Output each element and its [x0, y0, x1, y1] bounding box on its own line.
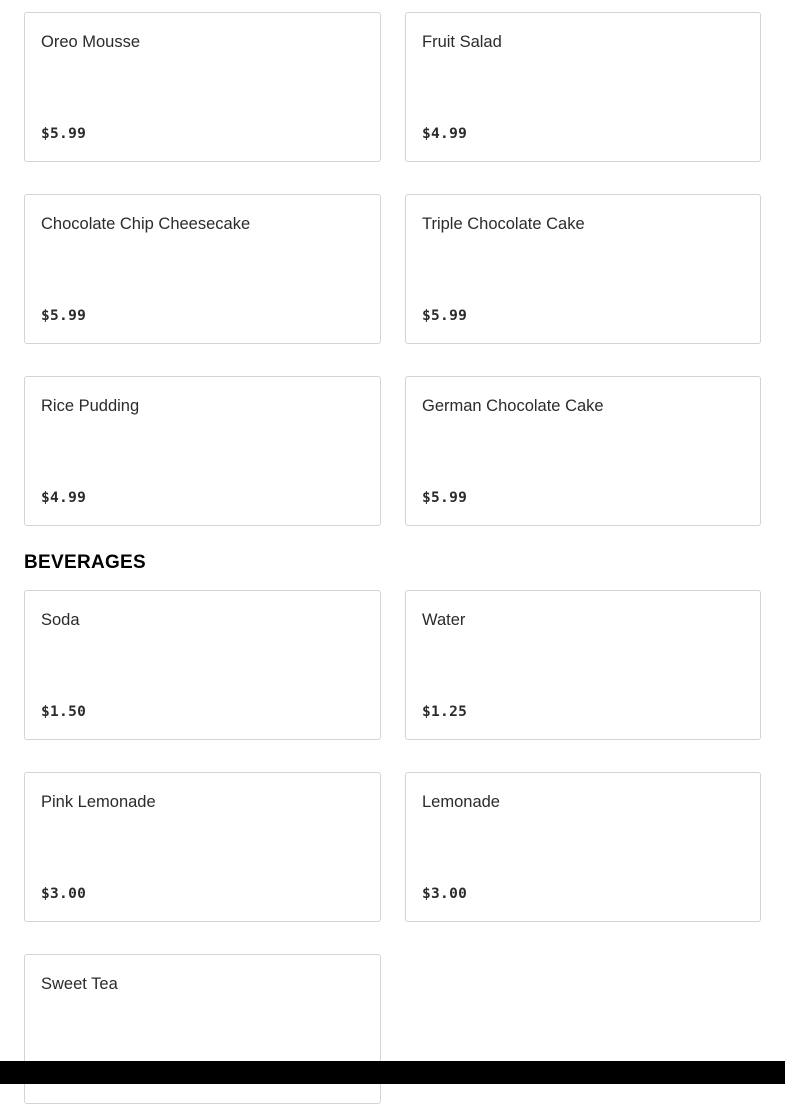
menu-item-name: Fruit Salad: [422, 33, 502, 51]
menu-item-card[interactable]: [405, 772, 761, 922]
bottom-bar: [0, 1061, 785, 1084]
menu-item-name: Chocolate Chip Cheesecake: [41, 215, 251, 233]
menu-item-name: Soda: [41, 611, 80, 629]
menu-item-card[interactable]: [405, 12, 761, 162]
menu-item-card[interactable]: [405, 590, 761, 740]
menu-item-name: Rice Pudding: [41, 397, 140, 415]
menu-item-card[interactable]: [24, 194, 381, 344]
menu-item-name: Pink Lemonade: [41, 793, 156, 811]
menu-item-card[interactable]: [405, 376, 761, 526]
menu-item-card[interactable]: [24, 376, 381, 526]
beverages-grid: [24, 590, 761, 1104]
menu-item-card[interactable]: [24, 772, 381, 922]
menu-item-price: $3.00: [41, 886, 87, 902]
menu-item-price: $5.99: [422, 308, 468, 324]
menu-item-name: Oreo Mousse: [41, 33, 141, 51]
menu-item-card[interactable]: [24, 590, 381, 740]
menu-item-name: Sweet Tea: [41, 975, 118, 993]
menu-item-price: $4.99: [41, 490, 87, 506]
menu-item-price: $1.25: [422, 704, 468, 720]
menu-item-card[interactable]: [405, 194, 761, 344]
menu-item-name: Triple Chocolate Cake: [422, 215, 585, 233]
menu-item-price: $4.99: [422, 126, 468, 142]
menu-item-price: $1.50: [41, 704, 87, 720]
section-heading-beverages: BEVERAGES: [24, 552, 147, 573]
menu-item-price: $3.00: [422, 886, 468, 902]
desserts-grid: [24, 12, 761, 526]
menu-item-name: Lemonade: [422, 793, 500, 811]
menu-item-name: German Chocolate Cake: [422, 397, 604, 415]
menu-item-card[interactable]: [24, 12, 381, 162]
menu-item-price: $5.99: [422, 490, 468, 506]
menu-item-price: $5.99: [41, 308, 87, 324]
menu-item-name: Water: [422, 611, 466, 629]
menu-item-price: $5.99: [41, 126, 87, 142]
